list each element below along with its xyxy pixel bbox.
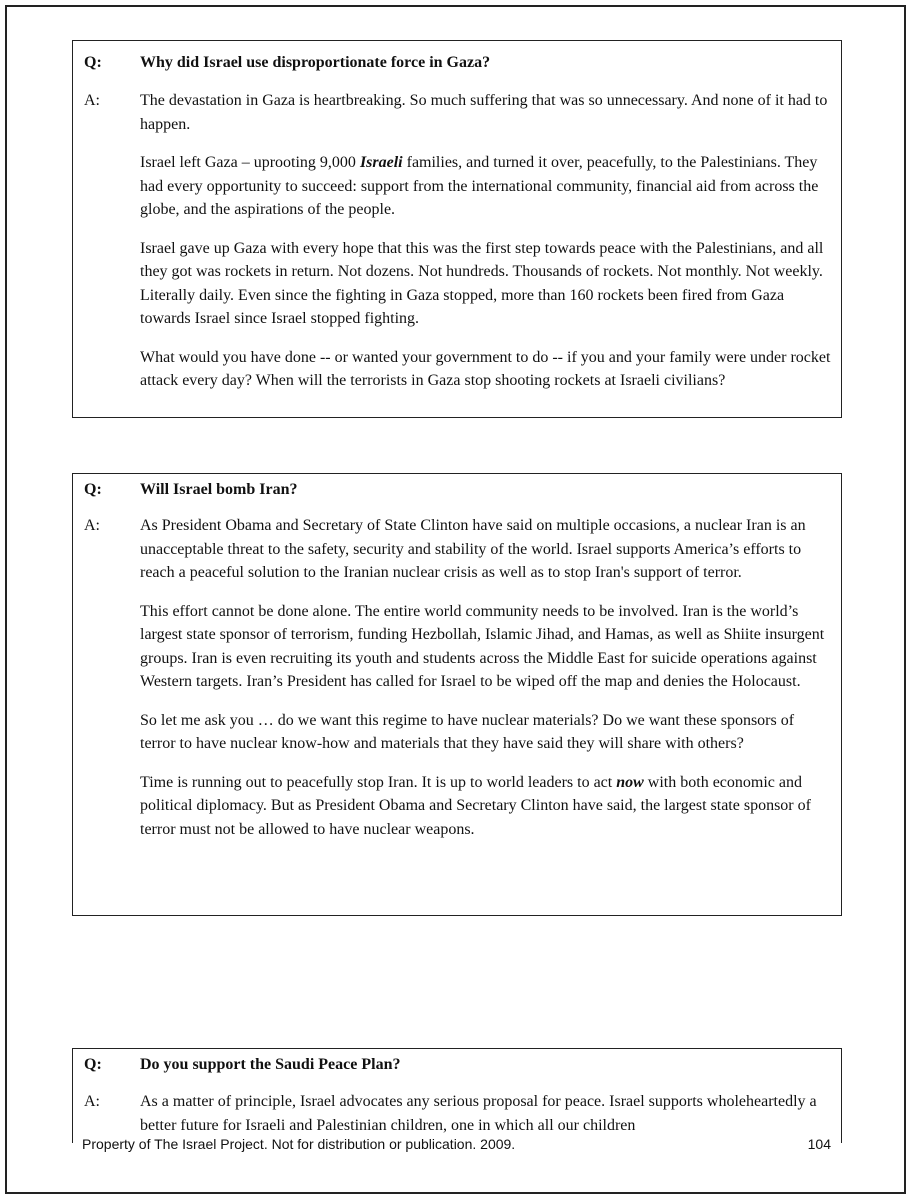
answer-paragraph bbox=[140, 89, 833, 136]
answer-paragraph bbox=[140, 237, 833, 331]
emphasized-text: Israeli bbox=[359, 154, 403, 171]
answer-paragraph bbox=[140, 514, 833, 585]
answer-paragraph bbox=[140, 346, 833, 393]
answer-paragraph bbox=[140, 771, 833, 842]
emphasized-text: now bbox=[616, 773, 644, 791]
paragraph-text: So let me ask you … do we want this regime to have nuclear materials? Do we want these sponsors of terror to have nuclear know-how and materials that they have said they will share with others? bbox=[140, 711, 795, 752]
qa-block-gaza-force bbox=[72, 40, 842, 418]
paragraph-text: What would you have done -- or wanted your government to do -- if you and your family were under rocket attack every day? When will the terrorists in Gaza stop shooting rockets at Israeli civilians? bbox=[140, 348, 831, 389]
qa-block-iran-bomb bbox=[72, 473, 842, 916]
question-text: Do you support the Saudi Peace Plan? bbox=[140, 1056, 401, 1073]
qa-block-saudi-peace-plan bbox=[72, 1048, 842, 1143]
answer-paragraph bbox=[140, 709, 833, 756]
question-label: Q: bbox=[84, 54, 102, 71]
answer-paragraph bbox=[140, 600, 833, 694]
paragraph-text: families, and turned it over, peacefully, to the Palestinians. They had every opportunity to succeed: support from the international community, financial aid from across the globe, and the aspirations of the people. bbox=[140, 154, 819, 218]
answer-paragraph bbox=[140, 1090, 833, 1137]
paragraph-text: As President Obama and Secretary of State Clinton have said on multiple occasions, a nuclear Iran is an unacceptable threat to the safety, security and stability of the world. Israel supports America’s efforts to reach a peaceful solution to the Iranian nuclear crisis as well as to stop Iran's support of terror. bbox=[140, 517, 806, 581]
paragraph-text: Time is running out to peacefully stop Iran. It is up to world leaders to act bbox=[140, 773, 617, 791]
answer-label: A: bbox=[84, 1093, 100, 1110]
question-label: Q: bbox=[84, 481, 102, 498]
paragraph-text: with both economic and political diplomacy. But as President Obama and Secretary Clinton have said, the largest state sponsor of terror must not be allowed to have nuclear weapons. bbox=[140, 773, 811, 838]
question-text: Why did Israel use disproportionate force in Gaza? bbox=[140, 54, 491, 71]
paragraph-text: As a matter of principle, Israel advocates any serious proposal for peace. Israel supports wholeheartedly a better future for Israeli and Palestinian children, one in which all our children bbox=[140, 1093, 817, 1134]
answer-body bbox=[140, 514, 833, 856]
paragraph-text: Israel left Gaza – uprooting 9,000 bbox=[140, 154, 360, 171]
question-label: Q: bbox=[84, 1056, 102, 1073]
answer-label: A: bbox=[84, 517, 100, 534]
answer-label: A: bbox=[84, 92, 100, 109]
question-text: Will Israel bomb Iran? bbox=[140, 481, 298, 498]
answer-paragraph bbox=[140, 151, 833, 222]
paragraph-text: The devastation in Gaza is heartbreaking. So much suffering that was so unnecessary. And none of it had to happen. bbox=[140, 92, 828, 133]
paragraph-text: This effort cannot be done alone. The entire world community needs to be involved. Iran is the world’s largest state sponsor of terrorism, funding Hezbollah, Islamic Jihad, and Hamas, as well as Shiite insurgent groups. Iran is even recruiting its youth and students across the Middle East for suicide operations against Western targets. Iran’s President has called for Israel to be wiped off the map and denies the Holocaust. bbox=[140, 602, 825, 690]
page-number: 104 bbox=[807, 1136, 831, 1152]
paragraph-text: Israel gave up Gaza with every hope that this was the first step towards peace with the Palestinians, and all they got was rockets in return. Not dozens. Not hundreds. Thousands of rockets. Not monthly. Not weekly. Literally daily. Even since the fighting in Gaza stopped, more than 160 rockets been fired from Gaza towards Israel since Israel stopped fighting. bbox=[140, 239, 824, 327]
footer-notice: Property of The Israel Project. Not for distribution or publication. 2009. bbox=[82, 1136, 516, 1152]
answer-body bbox=[140, 89, 833, 408]
